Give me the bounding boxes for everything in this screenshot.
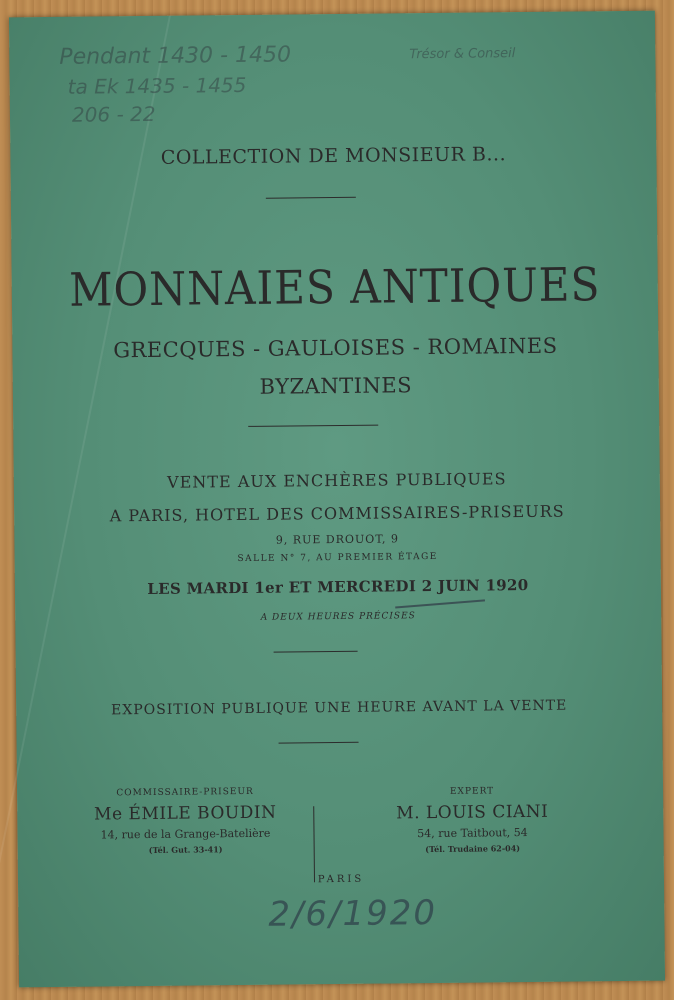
collection-title: COLLECTION DE MONSIEUR B... <box>160 143 507 169</box>
expert-phone: (Tél. Trudaine 62-04) <box>425 843 521 855</box>
auctioneer-block <box>57 786 314 856</box>
expert-name: M. LOUIS CIANI <box>396 801 549 824</box>
divider-1 <box>266 197 356 199</box>
auctioneer-phone: (Tél. Gut. 33-41) <box>148 844 223 855</box>
subtitle: GRECQUES - GAULOISES - ROMAINES <box>113 333 558 363</box>
sale-room: SALLE N° 7, AU PREMIER ÉTAGE <box>237 551 438 565</box>
sale-venue: A PARIS, HOTEL DES COMMISSAIRES-PRISEURS <box>109 501 565 526</box>
vertical-divider <box>313 806 315 882</box>
subtitle-2: BYZANTINES <box>259 373 413 399</box>
auctioneer-role: COMMISSAIRE-PRISEUR <box>116 786 254 799</box>
pencil-note-4: Trésor & Conseil <box>409 46 516 63</box>
sale-dates: LES MARDI 1er ET MERCREDI 2 JUIN 1920 <box>147 576 529 598</box>
pencil-note-2: ta Ek 1435 - 1455 <box>67 72 247 99</box>
pencil-note-3: 206 - 22 <box>71 101 156 127</box>
pencil-note-1: Pendant 1430 - 1450 <box>59 42 292 70</box>
sale-heading: VENTE AUX ENCHÈRES PUBLIQUES <box>166 469 507 492</box>
expert-address: 54, rue Taitbout, 54 <box>417 826 528 841</box>
handwritten-underline <box>395 599 485 608</box>
handwritten-date: 2/6/1920 <box>268 892 438 935</box>
expert-block <box>317 785 628 855</box>
auctioneer-address: 14, rue de la Grange-Batelière <box>100 826 271 842</box>
divider-3 <box>274 651 358 653</box>
sale-time: A DEUX HEURES PRÉCISES <box>260 611 416 623</box>
catalogue-cover <box>9 11 665 988</box>
expert-role: EXPERT <box>449 786 495 797</box>
city: PARIS <box>317 873 365 886</box>
divider-2 <box>248 425 378 427</box>
auctioneer-name: Me ÉMILE BOUDIN <box>94 802 277 825</box>
exhibition-note: EXPOSITION PUBLIQUE UNE HEURE AVANT LA VENTE <box>111 697 568 719</box>
main-title: MONNAIES ANTIQUES <box>68 257 601 317</box>
sale-address: 9, RUE DROUOT, 9 <box>275 532 400 547</box>
divider-4 <box>279 742 359 744</box>
